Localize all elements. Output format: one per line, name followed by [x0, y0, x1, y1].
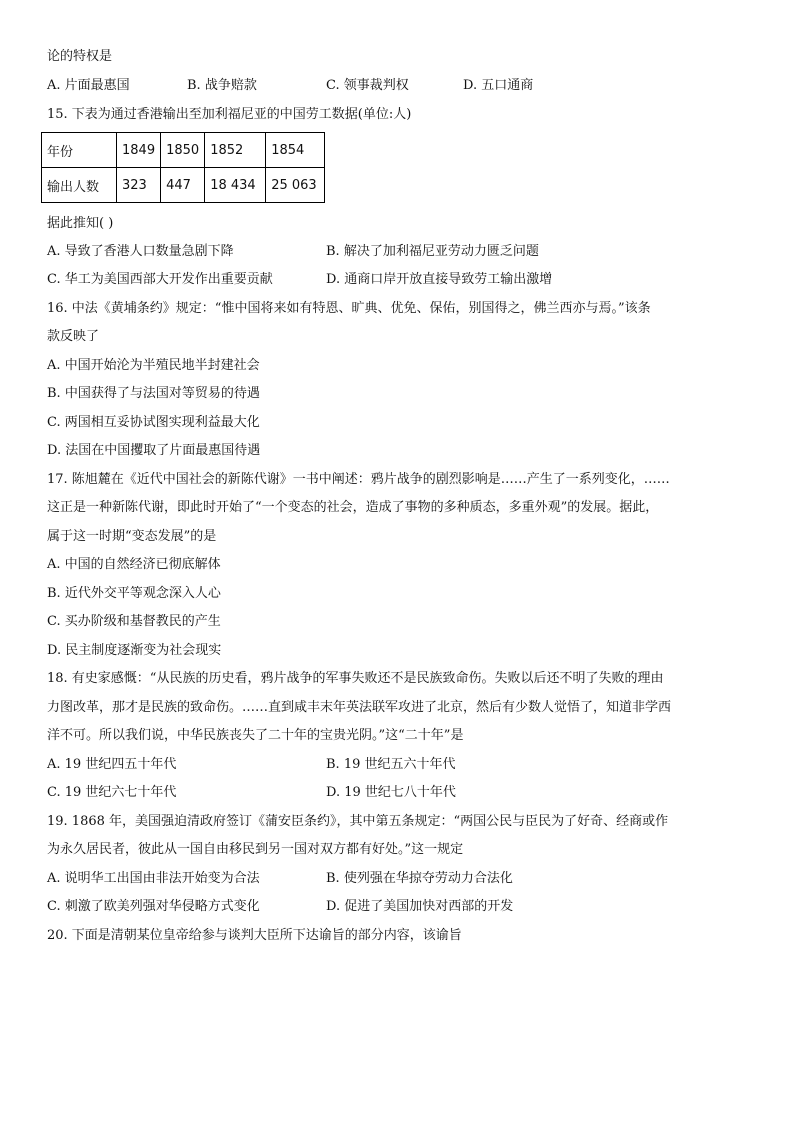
q16-option-d: D. 法国在中国攫取了片面最惠国待遇 [47, 443, 261, 458]
q17-option-c: C. 买办阶级和基督教民的产生 [47, 614, 221, 629]
table-cell: 1854 [266, 133, 325, 168]
q19-option-c: C. 刺激了欧美列强对华侵略方式变化 [47, 899, 260, 914]
table-cell: 447 [161, 168, 205, 203]
q19-option-b: B. 使列强在华掠夺劳动力合法化 [326, 871, 513, 886]
table-row [42, 133, 325, 168]
q17-option-a: A. 中国的自然经济已彻底解体 [47, 557, 221, 572]
q14-option-c: C. 领事裁判权 [326, 78, 409, 93]
q18-stem-line-2: 力图改革，那才是民族的致命伤。……直到咸丰末年英法联军攻进了北京，然后有少数人觉悟了，知道非学西 [47, 700, 672, 715]
table-cell: 18 434 [205, 168, 266, 203]
table-cell: 25 063 [266, 168, 325, 203]
q15-stem: 15. 下表为通过香港输出至加利福尼亚的中国劳工数据(单位:人) [47, 107, 412, 122]
q14-option-d: D. 五口通商 [463, 78, 534, 93]
q14-stem-tail: 论的特权是 [47, 49, 113, 64]
q14-option-a: A. 片面最惠国 [47, 78, 130, 93]
q16-option-a: A. 中国开始沦为半殖民地半封建社会 [47, 358, 260, 373]
q18-stem-line-1: 18. 有史家感慨：“从民族的历史看，鸦片战争的军事失败还不是民族致命伤。失败以后还不明了失败的理由 [47, 671, 664, 686]
q16-option-b: B. 中国获得了与法国对等贸易的待遇 [47, 386, 260, 401]
q18-option-c: C. 19 世纪六七十年代 [47, 785, 177, 800]
table-cell: 1849 [117, 133, 161, 168]
q17-stem-line-3: 属于这一时期“变态发展”的是 [47, 529, 217, 544]
q15-labor-table [41, 132, 325, 203]
q20-stem: 20. 下面是清朝某位皇帝给参与谈判大臣所下达谕旨的部分内容，该谕旨 [47, 928, 462, 943]
q14-option-b: B. 战争赔款 [187, 78, 257, 93]
q17-option-d: D. 民主制度逐渐变为社会现实 [47, 643, 222, 658]
table-cell: 1852 [205, 133, 266, 168]
q16-stem-line-2: 款反映了 [47, 329, 100, 344]
table-cell: 1850 [161, 133, 205, 168]
q15-option-c: C. 华工为美国西部大开发作出重要贡献 [47, 272, 273, 287]
q19-option-d: D. 促进了美国加快对西部的开发 [326, 899, 514, 914]
q17-stem-line-2: 这正是一种新陈代谢，即此时开始了“一个变态的社会，造成了事物的多种质态，多重外观”的发展。据此， [47, 500, 659, 515]
table-row [42, 168, 325, 203]
q15-option-a: A. 导致了香港人口数量急剧下降 [47, 244, 234, 259]
q19-stem-line-1: 19. 1868 年，美国强迫清政府签订《蒲安臣条约》，其中第五条规定：“两国公民与臣民为了好奇、经商或作 [47, 814, 669, 829]
q17-option-b: B. 近代外交平等观念深入人心 [47, 586, 221, 601]
q15-option-d: D. 通商口岸开放直接导致劳工输出激增 [326, 272, 553, 287]
q18-option-b: B. 19 世纪五六十年代 [326, 757, 456, 772]
q18-option-d: D. 19 世纪七八十年代 [326, 785, 456, 800]
table-row-header: 输出人数 [42, 168, 117, 203]
q19-option-a: A. 说明华工出国由非法开始变为合法 [47, 871, 260, 886]
q18-stem-line-3: 洋不可。所以我们说，中华民族丧失了二十年的宝贵光阴。”这“二十年”是 [47, 728, 464, 743]
q17-stem-line-1: 17. 陈旭麓在《近代中国社会的新陈代谢》一书中阐述：鸦片战争的剧烈影响是……产生了一系列变化，…… [47, 472, 670, 487]
table-row-header: 年份 [42, 133, 117, 168]
q16-stem-line-1: 16. 中法《黄埔条约》规定：“惟中国将来如有特恩、旷典、优免、保佑，别国得之，佛兰西亦与焉。”该条 [47, 301, 651, 316]
q15-option-b: B. 解决了加利福尼亚劳动力匮乏问题 [326, 244, 539, 259]
table-cell: 323 [117, 168, 161, 203]
q19-stem-line-2: 为永久居民者，彼此从一国自由移民到另一国对双方都有好处。”这一规定 [47, 842, 464, 857]
q15-prompt: 据此推知( ) [47, 216, 114, 231]
q18-option-a: A. 19 世纪四五十年代 [47, 757, 177, 772]
q16-option-c: C. 两国相互妥协试图实现利益最大化 [47, 415, 260, 430]
